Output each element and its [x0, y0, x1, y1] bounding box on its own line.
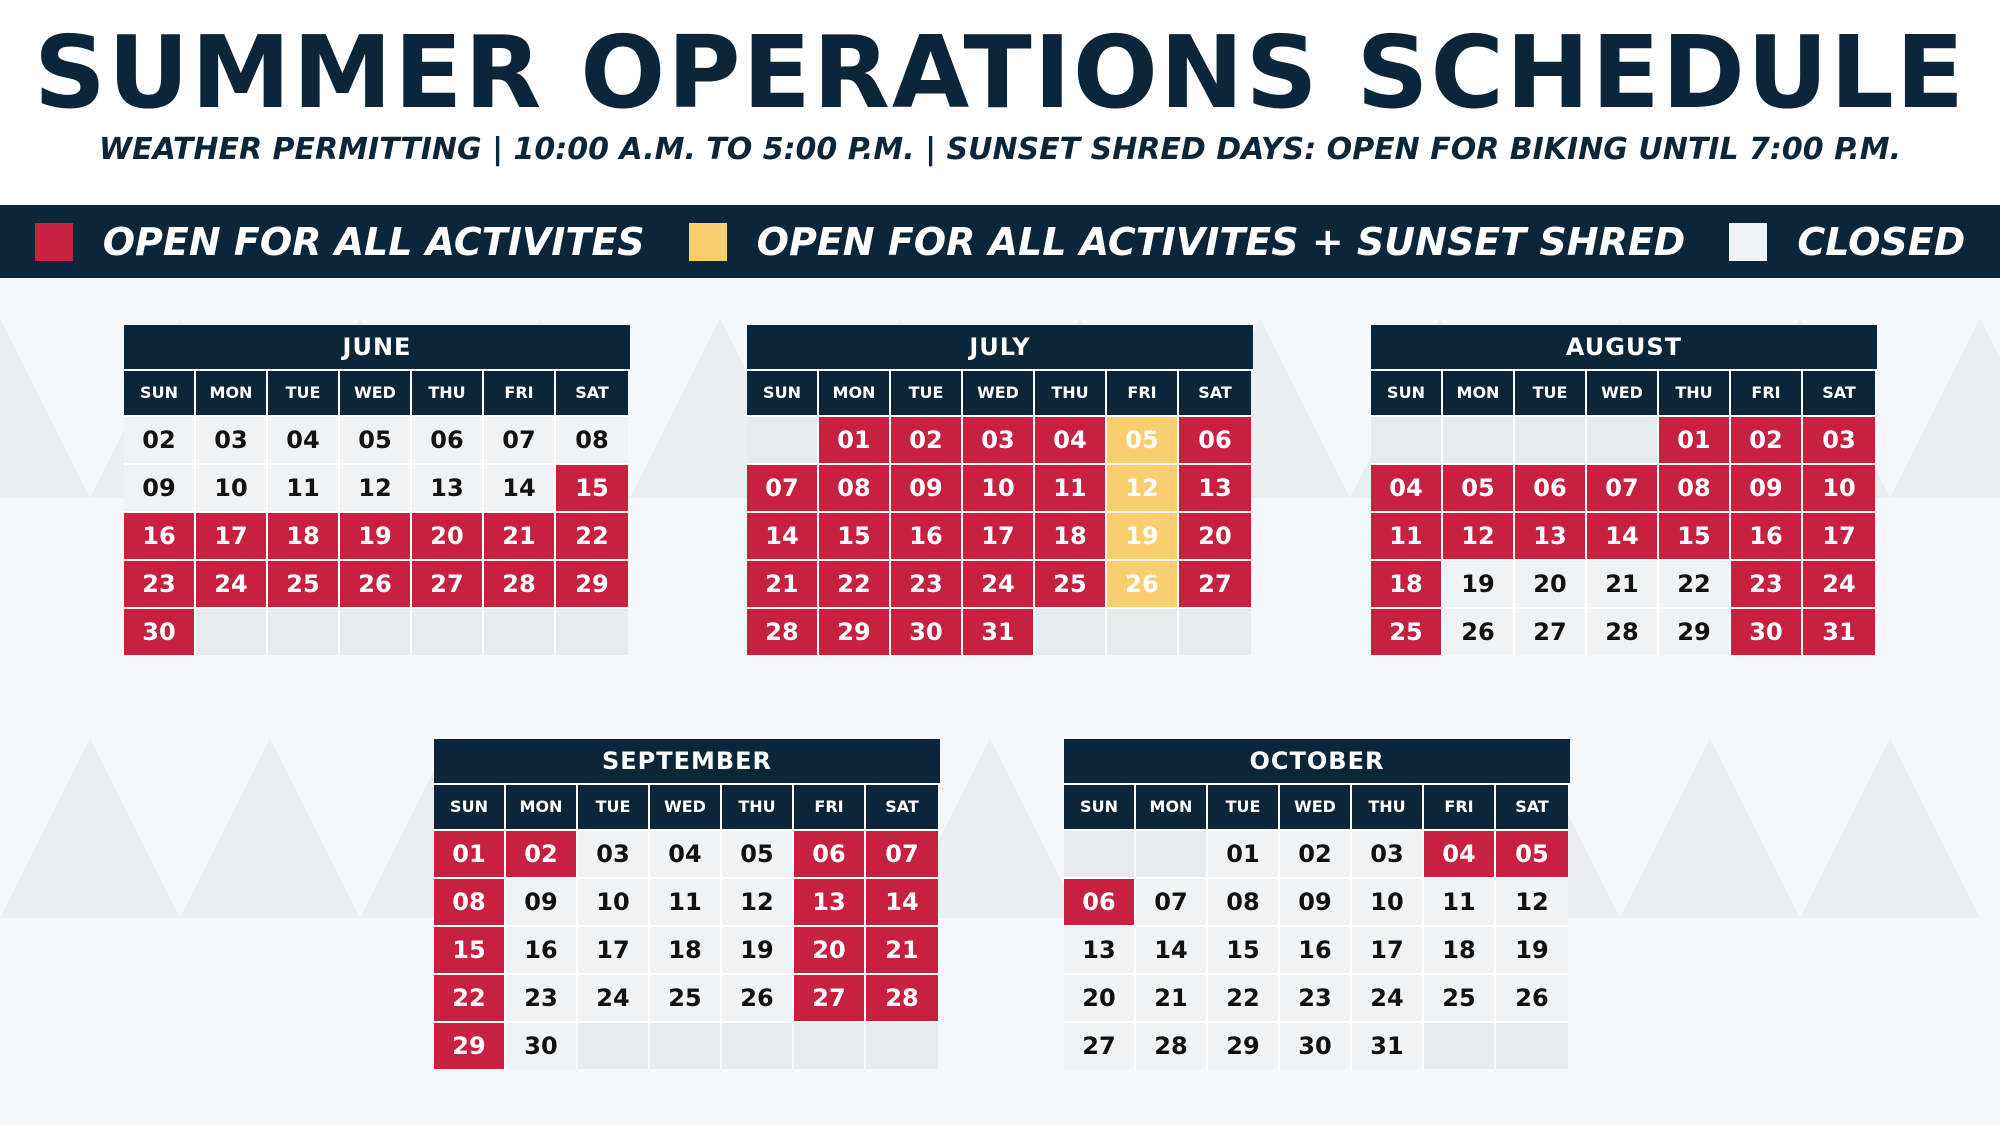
date-cell: 29: [1659, 607, 1731, 655]
date-cell: 01: [819, 415, 891, 463]
legend-label-closed: CLOSED: [1797, 219, 1966, 264]
empty-cell: [1496, 1021, 1568, 1069]
date-cell: 16: [1280, 925, 1352, 973]
date-cell: 10: [578, 877, 650, 925]
date-cell: 22: [556, 511, 628, 559]
date-cell: 23: [506, 973, 578, 1021]
date-cell: 09: [506, 877, 578, 925]
date-cell: 30: [891, 607, 963, 655]
date-cell: 24: [196, 559, 268, 607]
weekday-label: WED: [963, 371, 1035, 415]
date-cell: 29: [556, 559, 628, 607]
date-cell: 14: [747, 511, 819, 559]
weekday-label: MON: [196, 371, 268, 415]
weekday-label: MON: [1136, 785, 1208, 829]
date-cell: 07: [1587, 463, 1659, 511]
date-cell: 10: [196, 463, 268, 511]
date-grid: [1371, 415, 1877, 655]
empty-cell: [650, 1021, 722, 1069]
date-cell: 18: [268, 511, 340, 559]
date-cell: 02: [506, 829, 578, 877]
date-cell: 28: [1587, 607, 1659, 655]
weekday-label: MON: [1443, 371, 1515, 415]
date-cell: 10: [963, 463, 1035, 511]
date-cell: 08: [434, 877, 506, 925]
date-cell: 11: [1371, 511, 1443, 559]
date-cell: 31: [1352, 1021, 1424, 1069]
date-cell: 12: [1496, 877, 1568, 925]
date-cell: 18: [1424, 925, 1496, 973]
date-cell: 29: [819, 607, 891, 655]
date-cell: 22: [1659, 559, 1731, 607]
weekday-header: [747, 369, 1253, 415]
date-cell: 04: [1424, 829, 1496, 877]
page-subtitle: WEATHER PERMITTING | 10:00 A.M. TO 5:00 P.M. | SUNSET SHRED DAYS: OPEN FOR BIKING UNTIL 7:00 P.M.: [98, 132, 1901, 167]
date-cell: 20: [794, 925, 866, 973]
date-cell: 27: [412, 559, 484, 607]
date-cell: 09: [891, 463, 963, 511]
date-cell: 23: [1280, 973, 1352, 1021]
empty-cell: [484, 607, 556, 655]
weekday-label: THU: [722, 785, 794, 829]
date-cell: 05: [340, 415, 412, 463]
date-cell: 22: [434, 973, 506, 1021]
weekday-header: [1064, 783, 1570, 829]
date-cell: 31: [963, 607, 1035, 655]
weekday-label: FRI: [1424, 785, 1496, 829]
weekday-header: [124, 369, 630, 415]
date-cell: 13: [1515, 511, 1587, 559]
empty-cell: [1587, 415, 1659, 463]
date-cell: 18: [1371, 559, 1443, 607]
date-cell: 28: [747, 607, 819, 655]
date-cell: 07: [747, 463, 819, 511]
date-cell: 12: [1107, 463, 1179, 511]
page-title: SUMMER OPERATIONS SCHEDULE: [33, 14, 1967, 131]
date-cell: 08: [556, 415, 628, 463]
date-cell: 09: [1280, 877, 1352, 925]
date-cell: 07: [866, 829, 938, 877]
empty-cell: [412, 607, 484, 655]
date-cell: 28: [484, 559, 556, 607]
date-grid: [434, 829, 940, 1069]
weekday-label: SAT: [556, 371, 628, 415]
date-cell: 23: [124, 559, 196, 607]
weekday-label: MON: [506, 785, 578, 829]
weekday-header: [1371, 369, 1877, 415]
date-cell: 02: [124, 415, 196, 463]
legend-swatch-open: [35, 223, 73, 261]
date-cell: 06: [794, 829, 866, 877]
legend-swatch-closed: [1729, 223, 1767, 261]
empty-cell: [1515, 415, 1587, 463]
calendar-july: [747, 325, 1253, 655]
date-cell: 12: [722, 877, 794, 925]
date-cell: 21: [1136, 973, 1208, 1021]
date-cell: 26: [1496, 973, 1568, 1021]
date-cell: 05: [722, 829, 794, 877]
date-cell: 03: [578, 829, 650, 877]
empty-cell: [1035, 607, 1107, 655]
weekday-label: THU: [1035, 371, 1107, 415]
date-cell: 30: [1280, 1021, 1352, 1069]
date-cell: 26: [722, 973, 794, 1021]
date-cell: 28: [866, 973, 938, 1021]
weekday-label: THU: [1659, 371, 1731, 415]
date-cell: 19: [1107, 511, 1179, 559]
date-cell: 17: [196, 511, 268, 559]
legend-item-open: [35, 220, 645, 264]
date-cell: 19: [1496, 925, 1568, 973]
date-cell: 27: [1515, 607, 1587, 655]
date-cell: 21: [866, 925, 938, 973]
date-cell: 11: [1035, 463, 1107, 511]
date-cell: 11: [650, 877, 722, 925]
month-title: OCTOBER: [1064, 739, 1570, 783]
weekday-label: SAT: [866, 785, 938, 829]
date-cell: 27: [1064, 1021, 1136, 1069]
empty-cell: [722, 1021, 794, 1069]
date-cell: 15: [556, 463, 628, 511]
date-cell: 24: [578, 973, 650, 1021]
date-cell: 07: [1136, 877, 1208, 925]
empty-cell: [268, 607, 340, 655]
date-cell: 15: [819, 511, 891, 559]
date-cell: 05: [1107, 415, 1179, 463]
date-cell: 19: [340, 511, 412, 559]
legend-swatch-shred: [689, 223, 727, 261]
date-cell: 11: [268, 463, 340, 511]
legend-label-shred: OPEN FOR ALL ACTIVITES + SUNSET SHRED: [756, 219, 1686, 264]
date-cell: 20: [1515, 559, 1587, 607]
weekday-label: WED: [1280, 785, 1352, 829]
date-cell: 06: [1179, 415, 1251, 463]
weekday-label: TUE: [891, 371, 963, 415]
date-grid: [1064, 829, 1570, 1069]
date-cell: 07: [484, 415, 556, 463]
date-cell: 13: [1179, 463, 1251, 511]
date-cell: 19: [1443, 559, 1515, 607]
weekday-label: SUN: [747, 371, 819, 415]
date-cell: 02: [1280, 829, 1352, 877]
weekday-label: FRI: [1107, 371, 1179, 415]
weekday-label: SAT: [1496, 785, 1568, 829]
date-cell: 03: [1803, 415, 1875, 463]
legend-item-closed: [1729, 220, 1965, 264]
empty-cell: [747, 415, 819, 463]
date-cell: 22: [1208, 973, 1280, 1021]
empty-cell: [794, 1021, 866, 1069]
date-cell: 28: [1136, 1021, 1208, 1069]
weekday-label: TUE: [1515, 371, 1587, 415]
date-cell: 01: [1659, 415, 1731, 463]
date-cell: 17: [578, 925, 650, 973]
date-cell: 01: [1208, 829, 1280, 877]
empty-cell: [1371, 415, 1443, 463]
date-cell: 18: [650, 925, 722, 973]
empty-cell: [1443, 415, 1515, 463]
date-cell: 30: [124, 607, 196, 655]
calendar-october: [1064, 739, 1570, 1069]
date-cell: 25: [1035, 559, 1107, 607]
month-title: SEPTEMBER: [434, 739, 940, 783]
weekday-label: SUN: [1371, 371, 1443, 415]
weekday-label: SAT: [1179, 371, 1251, 415]
date-cell: 16: [1731, 511, 1803, 559]
calendar-september: [434, 739, 940, 1069]
calendar-august: [1371, 325, 1877, 655]
date-cell: 21: [747, 559, 819, 607]
date-cell: 12: [1443, 511, 1515, 559]
date-cell: 24: [1803, 559, 1875, 607]
date-cell: 16: [124, 511, 196, 559]
date-cell: 17: [1803, 511, 1875, 559]
date-cell: 14: [866, 877, 938, 925]
date-cell: 23: [1731, 559, 1803, 607]
date-cell: 08: [819, 463, 891, 511]
date-cell: 26: [1107, 559, 1179, 607]
date-cell: 15: [1208, 925, 1280, 973]
date-cell: 26: [1443, 607, 1515, 655]
date-cell: 09: [124, 463, 196, 511]
date-cell: 06: [1064, 877, 1136, 925]
empty-cell: [866, 1021, 938, 1069]
date-cell: 12: [340, 463, 412, 511]
date-cell: 06: [1515, 463, 1587, 511]
date-cell: 21: [484, 511, 556, 559]
legend-item-shred: [689, 220, 1686, 264]
date-cell: 10: [1803, 463, 1875, 511]
date-cell: 22: [819, 559, 891, 607]
date-cell: 14: [484, 463, 556, 511]
empty-cell: [1424, 1021, 1496, 1069]
weekday-label: WED: [1587, 371, 1659, 415]
date-cell: 03: [963, 415, 1035, 463]
date-cell: 15: [1659, 511, 1731, 559]
date-cell: 14: [1587, 511, 1659, 559]
weekday-label: SAT: [1803, 371, 1875, 415]
weekday-label: TUE: [578, 785, 650, 829]
date-cell: 25: [1424, 973, 1496, 1021]
weekday-label: WED: [650, 785, 722, 829]
date-cell: 23: [891, 559, 963, 607]
date-cell: 04: [1035, 415, 1107, 463]
empty-cell: [1107, 607, 1179, 655]
date-cell: 05: [1443, 463, 1515, 511]
date-cell: 04: [1371, 463, 1443, 511]
weekday-label: MON: [819, 371, 891, 415]
date-cell: 13: [794, 877, 866, 925]
date-cell: 05: [1496, 829, 1568, 877]
weekday-header: [434, 783, 940, 829]
date-grid: [747, 415, 1253, 655]
date-cell: 29: [434, 1021, 506, 1069]
date-cell: 26: [340, 559, 412, 607]
month-title: JULY: [747, 325, 1253, 369]
date-cell: 10: [1352, 877, 1424, 925]
date-cell: 30: [1731, 607, 1803, 655]
date-cell: 31: [1803, 607, 1875, 655]
empty-cell: [340, 607, 412, 655]
date-cell: 13: [1064, 925, 1136, 973]
date-cell: 06: [412, 415, 484, 463]
date-cell: 13: [412, 463, 484, 511]
date-cell: 09: [1731, 463, 1803, 511]
date-cell: 17: [1352, 925, 1424, 973]
date-cell: 25: [268, 559, 340, 607]
month-title: AUGUST: [1371, 325, 1877, 369]
date-cell: 16: [506, 925, 578, 973]
date-cell: 16: [891, 511, 963, 559]
legend-bar: [0, 205, 2000, 278]
legend-label-open: OPEN FOR ALL ACTIVITES: [102, 219, 645, 264]
weekday-label: SUN: [124, 371, 196, 415]
date-cell: 30: [506, 1021, 578, 1069]
date-cell: 02: [891, 415, 963, 463]
empty-cell: [1136, 829, 1208, 877]
date-cell: 25: [1371, 607, 1443, 655]
weekday-label: WED: [340, 371, 412, 415]
calendar-june: [124, 325, 630, 655]
empty-cell: [196, 607, 268, 655]
weekday-label: TUE: [268, 371, 340, 415]
date-cell: 03: [196, 415, 268, 463]
date-cell: 01: [434, 829, 506, 877]
date-cell: 27: [794, 973, 866, 1021]
date-cell: 04: [268, 415, 340, 463]
empty-cell: [1179, 607, 1251, 655]
date-cell: 15: [434, 925, 506, 973]
weekday-label: SUN: [434, 785, 506, 829]
date-cell: 24: [963, 559, 1035, 607]
date-cell: 08: [1659, 463, 1731, 511]
date-cell: 19: [722, 925, 794, 973]
weekday-label: FRI: [1731, 371, 1803, 415]
date-cell: 20: [412, 511, 484, 559]
weekday-label: TUE: [1208, 785, 1280, 829]
date-cell: 11: [1424, 877, 1496, 925]
weekday-label: THU: [412, 371, 484, 415]
weekday-label: FRI: [484, 371, 556, 415]
date-cell: 29: [1208, 1021, 1280, 1069]
empty-cell: [556, 607, 628, 655]
date-cell: 20: [1179, 511, 1251, 559]
date-cell: 04: [650, 829, 722, 877]
weekday-label: SUN: [1064, 785, 1136, 829]
date-cell: 20: [1064, 973, 1136, 1021]
date-grid: [124, 415, 630, 655]
date-cell: 17: [963, 511, 1035, 559]
date-cell: 27: [1179, 559, 1251, 607]
date-cell: 18: [1035, 511, 1107, 559]
empty-cell: [578, 1021, 650, 1069]
date-cell: 03: [1352, 829, 1424, 877]
date-cell: 25: [650, 973, 722, 1021]
date-cell: 24: [1352, 973, 1424, 1021]
date-cell: 14: [1136, 925, 1208, 973]
header: [0, 0, 2000, 205]
empty-cell: [1064, 829, 1136, 877]
month-title: JUNE: [124, 325, 630, 369]
date-cell: 08: [1208, 877, 1280, 925]
date-cell: 21: [1587, 559, 1659, 607]
weekday-label: FRI: [794, 785, 866, 829]
date-cell: 02: [1731, 415, 1803, 463]
weekday-label: THU: [1352, 785, 1424, 829]
